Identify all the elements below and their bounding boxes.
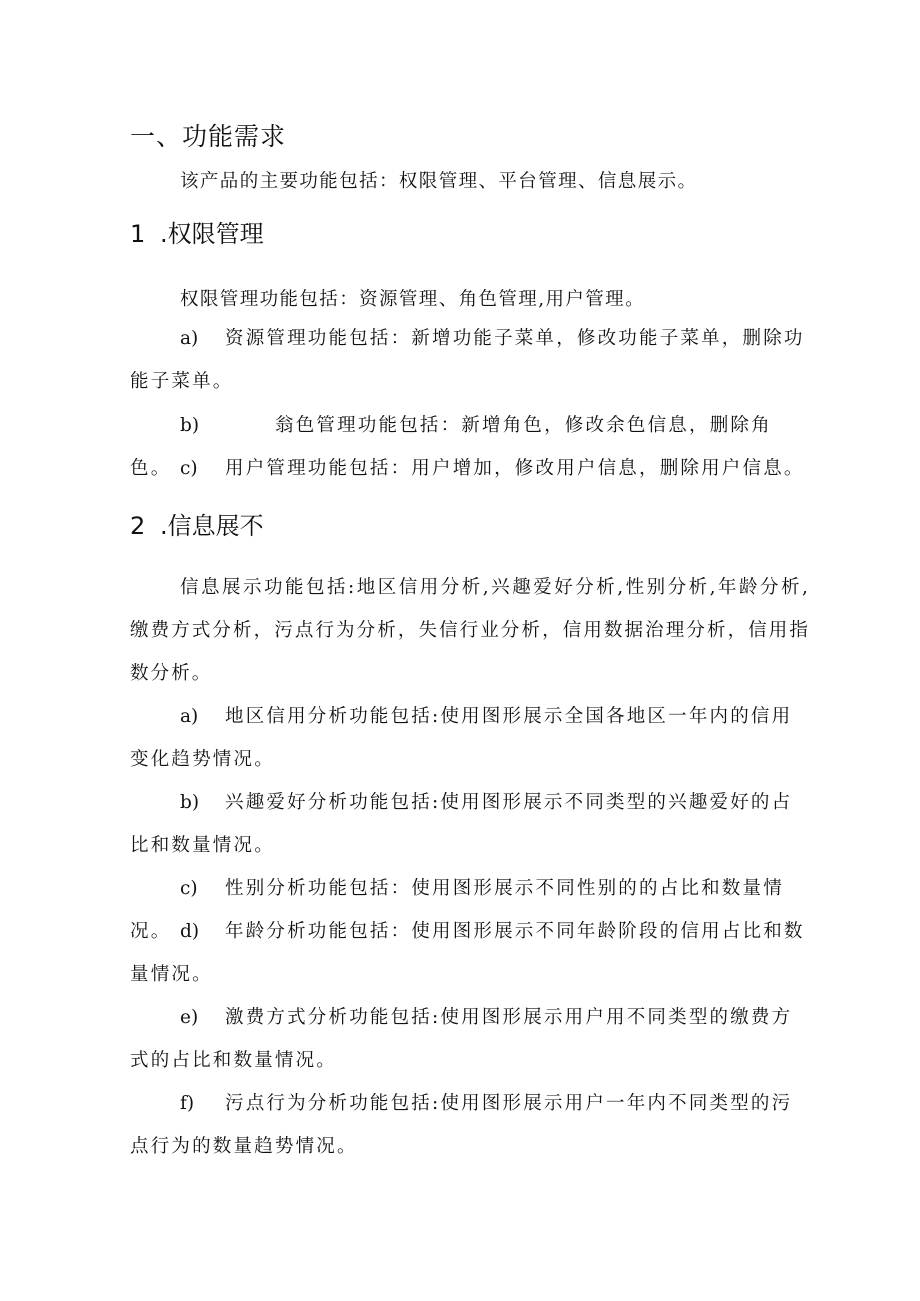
list-marker: c) — [180, 458, 198, 479]
list-item — [130, 1082, 810, 1168]
list-item — [130, 447, 810, 490]
list-text: 资源管理功能包括：新增功能子菜单，修改功能子菜单，删除功能子菜单。 — [130, 328, 805, 392]
list-marker: b) — [180, 792, 200, 813]
list-text: 地区信用分析功能包括:使用图形展示全国各地区一年内的信用变化趋势情况。 — [130, 706, 793, 770]
list-marker: a) — [180, 328, 199, 349]
permissions-intro: 权限管理功能包括：资源管理、角色管理,用户管理。 — [180, 289, 645, 310]
subsection-number: 1 — [130, 220, 146, 248]
list-text: 污点行为分析功能包括:使用图形展示用户一年内不同类型的污点行为的数量趋势情况。 — [130, 1093, 793, 1157]
list-item — [130, 910, 810, 996]
list-text: 兴趣爱好分析功能包括:使用图形展示不同类型的兴趣爱好的占比和数量情况。 — [130, 792, 793, 856]
list-marker: e) — [180, 1007, 199, 1028]
section-heading: 一、功能需求 — [130, 122, 287, 151]
list-item — [130, 781, 810, 867]
list-marker: b) — [180, 415, 200, 436]
list-text: 年龄分析功能包括：使用图形展示不同年龄阶段的信用占比和数量情况。 — [130, 921, 805, 985]
subsection-number: 2 — [130, 512, 146, 540]
list-item — [130, 317, 810, 403]
info-display-intro: 信息展示功能包括:地区信用分析,兴趣爱好分析,性别分析,年龄分析,缴费方式分析，污点行为分析，失信行业分析，信用数据治理分析，信用指数分析。 — [130, 577, 810, 684]
list-text: 用户管理功能包括：用户增加，修改用户信息，删除用户信息。 — [225, 458, 805, 479]
list-marker: f) — [180, 1093, 195, 1114]
list-marker: d) — [180, 921, 200, 942]
list-marker: a) — [180, 706, 199, 727]
list-text: 激费方式分析功能包括:使用图形展示用户用不同类型的缴费方式的占比和数量情况。 — [130, 1007, 793, 1071]
list-item — [130, 695, 810, 781]
subsection-heading-permissions — [130, 214, 264, 249]
list-text: 性别分析功能包括：使用图形展示不同性别的的占比和数量情况。 — [130, 878, 784, 942]
section-intro: 该产品的主要功能包括：权限管理、平台管理、信息展示。 — [180, 171, 698, 192]
list-marker: c) — [180, 878, 198, 899]
subsection-title: .权限管理 — [160, 220, 264, 248]
list-item — [130, 996, 810, 1082]
list-text: 翁色管理功能包括：新增角色，修改余色信息，删除角色。 — [130, 415, 772, 479]
subsection-title: .信息展不 — [160, 512, 264, 540]
subsection-heading-info-display — [130, 506, 264, 541]
